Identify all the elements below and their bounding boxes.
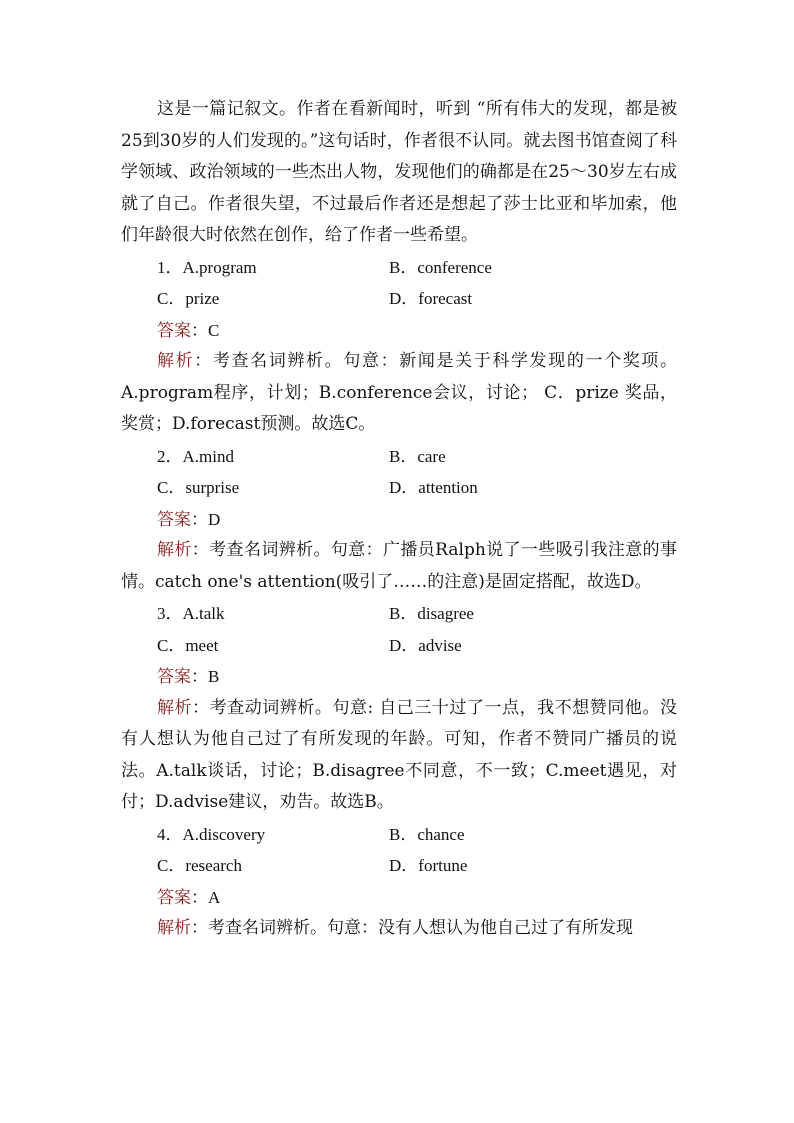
options-row (121, 598, 677, 630)
question-2 (121, 441, 677, 599)
answer-value: A (208, 887, 221, 907)
passage-summary: 这是一篇记叙文。作者在看新闻时，听到 “所有伟大的发现，都是被25到30岁的人们发现的。”这句话时，作者很不认同。就去图书馆查阅了科学领域、政治领域的一些杰出人物，发现他们的确都是在25～30岁左右成就了自己。作者很失望，不过最后作者还是想起了莎士比亚和毕加索，他们年龄很大时依然在创作，给了作者一些希望。 (121, 99, 677, 245)
analysis-label: 解析 (157, 697, 193, 718)
option-c: C．meet (157, 635, 219, 655)
analysis-label: 解析 (157, 351, 195, 371)
analysis-text: 考查名词辨析。句意：广播员Ralph说了一些吸引我注意的事情。catch one's attention(吸引了……的注意)是固定搭配，故选D。 (121, 540, 678, 592)
option-c: C．surprise (157, 478, 240, 497)
option-d: D．attention (389, 478, 478, 497)
option-a: 3．A.talk (157, 604, 225, 623)
answer-line (121, 315, 677, 347)
analysis-paragraph (121, 535, 677, 598)
answer-line (121, 661, 677, 693)
answer-line (121, 882, 677, 914)
options-row (121, 819, 677, 851)
answer-label: 答案 (157, 509, 191, 530)
colon: ： (191, 509, 208, 530)
answer-label: 答案 (157, 887, 191, 908)
option-a: 4．A.discovery (157, 824, 266, 844)
analysis-paragraph (121, 346, 677, 441)
option-b: B．disagree (389, 604, 474, 623)
analysis-paragraph (121, 693, 677, 819)
colon: ： (191, 887, 208, 908)
option-c: C．prize (157, 289, 220, 308)
option-a: 1．A.program (157, 257, 257, 277)
colon: ： (192, 697, 210, 718)
answer-value: D (208, 509, 221, 529)
options-row (121, 850, 677, 882)
colon: ： (191, 667, 208, 687)
document-page (121, 94, 677, 945)
colon: ： (191, 918, 208, 938)
answer-value: C (208, 320, 220, 340)
option-b: B．conference (389, 257, 492, 277)
analysis-text: 考查名词辨析。句意：新闻是关于科学发现的一个奖项。A.program程序，计划；B.conference会议，讨论； C．prize 奖品，奖赏；D.forecast预测。故选C。 (121, 351, 678, 434)
answer-label: 答案 (157, 320, 191, 341)
options-row (121, 441, 677, 473)
analysis-text: 考查名词辨析。句意：没有人想认为他自己过了有所发现 (208, 918, 633, 938)
colon: ： (191, 320, 208, 341)
analysis-paragraph (121, 913, 677, 945)
analysis-text: 考查动词辨析。句意: 自己三十过了一点，我不想赞同他。没有人想认为他自己过了有所发现的年龄。可知，作者不赞同广播员的说法。A.talk谈话，讨论；B.disagree不同意，不一致；C.meet遇见，对付；D.advise建议，劝告。故选B。 (121, 697, 677, 812)
option-c: C．research (157, 856, 242, 875)
colon: ： (191, 540, 210, 560)
options-row (121, 630, 677, 662)
option-d: D．fortune (389, 856, 468, 875)
option-d: D．advise (389, 635, 462, 655)
question-1 (121, 252, 677, 441)
analysis-label: 解析 (157, 918, 191, 938)
options-row (121, 283, 677, 315)
answer-label: 答案 (157, 667, 191, 687)
option-b: B．care (389, 446, 446, 466)
colon: ： (194, 351, 213, 371)
options-row (121, 472, 677, 504)
option-a: 2．A.mind (157, 446, 234, 466)
options-row (121, 252, 677, 284)
analysis-label: 解析 (157, 540, 192, 560)
option-b: B．chance (389, 824, 465, 844)
answer-value: B (208, 667, 220, 686)
option-d: D．forecast (389, 289, 473, 308)
question-3 (121, 598, 677, 819)
question-4 (121, 819, 677, 945)
answer-line (121, 504, 677, 536)
